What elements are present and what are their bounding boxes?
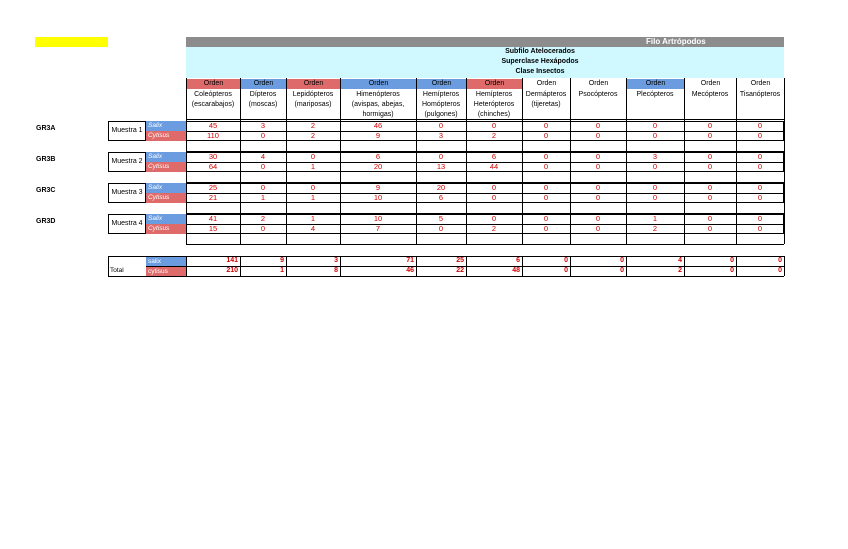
total-salix-value[interactable]: 3 [334,257,338,264]
cytisus-value[interactable]: 3 [438,131,444,140]
order-common-name: (mariposas) [294,101,332,108]
cytisus-value[interactable]: 1 [310,162,316,171]
cytisus-value[interactable]: 0 [260,131,266,140]
salix-value[interactable]: 4 [260,152,266,161]
order-label: Orden [287,79,340,89]
salix-value[interactable]: 0 [595,183,601,192]
salix-value[interactable]: 0 [757,152,763,161]
salix-value[interactable]: 0 [757,183,763,192]
salix-value[interactable]: 0 [310,152,316,161]
salix-value[interactable]: 0 [438,152,444,161]
sample-label: Muestra 4 [108,214,146,234]
phylum-header [186,37,784,47]
salix-value[interactable]: 3 [652,152,658,161]
order-label: Orden [627,79,684,89]
order-common-name: (avispas, abejas, hormigas) [351,101,405,118]
order-name: Himenópteros [356,91,400,98]
salix-value[interactable]: 0 [757,121,763,130]
total-cytisus-value[interactable]: 210 [226,267,238,274]
order-name: Lepidópteros [292,91,334,98]
salix-value[interactable]: 0 [652,183,658,192]
salix-value[interactable]: 6 [375,152,381,161]
spacer-line [186,244,784,245]
total-salix-value[interactable]: 25 [456,257,464,264]
salix-value[interactable]: 0 [310,183,316,192]
cytisus-value[interactable]: 0 [757,162,763,171]
totals-cytisus-tag: cytisus [146,267,186,276]
cytisus-value[interactable]: 0 [707,193,713,202]
group-label: GR3B [36,156,56,163]
class-label: Clase Insectos [515,68,565,75]
superclass-label: Superclase Hexápodos [501,58,579,65]
order-common-name: (pulgones) [424,111,458,118]
cytisus-value[interactable]: 0 [652,193,658,202]
total-salix-value[interactable]: 4 [678,257,682,264]
cytisus-value[interactable]: 44 [489,162,499,171]
subphylum-label: Subfilo Atelocerados [505,48,575,55]
sample-label: Muestra 3 [108,183,146,203]
cytisus-value[interactable]: 1 [260,193,266,202]
cytisus-tag: Cytisus [146,131,186,141]
total-salix-value[interactable]: 0 [620,257,624,264]
salix-tag: Salix [146,214,186,224]
sample-label: Muestra 1 [108,121,146,141]
total-salix-value[interactable]: 141 [226,257,238,264]
cytisus-value[interactable]: 0 [543,224,549,233]
total-cytisus-value[interactable]: 22 [456,267,464,274]
salix-value[interactable]: 3 [260,121,266,130]
salix-value[interactable]: 1 [310,214,316,223]
total-salix-value[interactable]: 71 [406,257,414,264]
salix-value[interactable]: 2 [260,214,266,223]
cytisus-tag: Cytisus [146,162,186,172]
total-cytisus-value[interactable]: 0 [778,267,782,274]
salix-value[interactable]: 0 [707,152,713,161]
cytisus-value[interactable]: 0 [757,193,763,202]
totals-bottom-line [108,276,784,277]
salix-value[interactable]: 20 [436,183,446,192]
salix-value[interactable]: 0 [543,183,549,192]
total-salix-value[interactable]: 9 [280,257,284,264]
cytisus-value[interactable]: 0 [757,224,763,233]
order-label: Orden [588,80,609,87]
totals-column-divider [784,256,785,276]
total-cytisus-value[interactable]: 0 [730,267,734,274]
column-divider [784,78,785,244]
salix-tag: Salix [146,183,186,193]
cytisus-value[interactable]: 64 [208,162,218,171]
total-cytisus-value[interactable]: 2 [678,267,682,274]
order-name: Dermápteros [525,91,567,98]
salix-value[interactable]: 0 [491,121,497,130]
total-cytisus-value[interactable]: 48 [512,267,520,274]
totals-label: Total [110,267,124,274]
cytisus-value[interactable]: 9 [375,131,381,140]
order-common-name: (chinches) [477,111,511,118]
total-salix-value[interactable]: 0 [778,257,782,264]
cytisus-tag: Cytisus [146,224,186,234]
cytisus-value[interactable]: 0 [652,131,658,140]
cytisus-tag: Cytisus [146,193,186,203]
order-common-name: (tijeretas) [531,101,561,108]
order-common-name: (moscas) [248,101,278,108]
salix-value[interactable]: 0 [543,214,549,223]
order-label: Orden [417,79,466,89]
cytisus-value[interactable]: 0 [438,224,444,233]
phylum-label: Filo Artrópodos [646,37,706,46]
salix-value[interactable]: 0 [438,121,444,130]
salix-value[interactable]: 1 [652,214,658,223]
header-bottom-line [186,119,784,120]
salix-value[interactable]: 0 [707,183,713,192]
cytisus-value[interactable]: 110 [207,131,219,140]
group-label: GR3D [36,218,56,225]
salix-value[interactable]: 30 [208,152,218,161]
cytisus-value[interactable]: 0 [543,131,549,140]
order-name: Plecópteros [636,91,674,98]
cytisus-value[interactable]: 0 [757,131,763,140]
cytisus-value[interactable]: 0 [595,131,601,140]
salix-value[interactable]: 0 [595,152,601,161]
total-cytisus-value[interactable]: 8 [334,267,338,274]
totals-salix-tag: salix [146,257,186,266]
yellow-highlight-cell[interactable] [35,37,108,47]
order-label: Orden [536,80,557,87]
cytisus-value[interactable]: 0 [595,193,601,202]
cytisus-value[interactable]: 10 [373,193,383,202]
cytisus-value[interactable]: 0 [707,162,713,171]
salix-value[interactable]: 10 [373,214,383,223]
salix-value[interactable]: 0 [652,121,658,130]
order-name: Hemípteros Heterópteros [473,91,515,108]
salix-value[interactable]: 45 [208,121,218,130]
salix-value[interactable]: 0 [491,214,497,223]
cytisus-value[interactable]: 0 [595,224,601,233]
salix-value[interactable]: 6 [491,152,497,161]
salix-value[interactable]: 0 [595,121,601,130]
salix-tag: Salix [146,152,186,162]
salix-value[interactable]: 5 [438,214,444,223]
order-name: Hemípteros Homópteros [422,91,461,108]
cytisus-value[interactable]: 0 [543,162,549,171]
salix-value[interactable]: 0 [707,121,713,130]
order-label: Orden [341,79,416,89]
salix-tag: Salix [146,121,186,131]
sample-label: Muestra 2 [108,152,146,172]
salix-value[interactable]: 25 [208,183,218,192]
cytisus-value[interactable]: 4 [310,224,316,233]
cytisus-value[interactable]: 2 [491,224,497,233]
cytisus-value[interactable]: 2 [652,224,658,233]
group-label: GR3A [36,125,56,132]
order-label: Orden [241,79,286,89]
cytisus-value[interactable]: 6 [438,193,444,202]
salix-value[interactable]: 46 [373,121,383,130]
cytisus-value[interactable]: 0 [595,162,601,171]
salix-value[interactable]: 0 [491,183,497,192]
total-cytisus-value[interactable]: 1 [280,267,284,274]
salix-value[interactable]: 2 [310,121,316,130]
cytisus-value[interactable]: 0 [707,224,713,233]
total-salix-value[interactable]: 0 [730,257,734,264]
totals-left-line [108,256,109,276]
cytisus-value[interactable]: 2 [310,131,316,140]
total-cytisus-value[interactable]: 0 [620,267,624,274]
total-cytisus-value[interactable]: 0 [564,267,568,274]
salix-value[interactable]: 0 [757,214,763,223]
order-name: Tisanópteros [739,91,781,98]
cytisus-value[interactable]: 13 [436,162,446,171]
order-label: Orden [700,80,721,87]
order-label: Orden [750,80,771,87]
salix-value[interactable]: 0 [595,214,601,223]
total-salix-value[interactable]: 6 [516,257,520,264]
cytisus-value[interactable]: 0 [707,131,713,140]
cytisus-value[interactable]: 7 [375,224,381,233]
salix-value[interactable]: 0 [543,152,549,161]
cytisus-value[interactable]: 1 [310,193,316,202]
salix-value[interactable]: 9 [375,183,381,192]
total-cytisus-value[interactable]: 46 [406,267,414,274]
order-common-name: (escarabajos) [191,101,235,108]
cytisus-value[interactable]: 20 [373,162,383,171]
order-name: Dípteros [249,91,277,98]
order-name: Mecópteros [691,91,729,98]
cytisus-value[interactable]: 21 [208,193,218,202]
cytisus-value[interactable]: 2 [491,131,497,140]
cytisus-value[interactable]: 0 [260,162,266,171]
salix-value[interactable]: 0 [707,214,713,223]
total-salix-value[interactable]: 0 [564,257,568,264]
group-label: GR3C [36,187,56,194]
cytisus-value[interactable]: 0 [491,193,497,202]
order-label: Orden [467,79,522,89]
salix-value[interactable]: 0 [543,121,549,130]
cytisus-value[interactable]: 0 [652,162,658,171]
cytisus-value[interactable]: 15 [208,224,218,233]
salix-value[interactable]: 41 [208,214,218,223]
order-name: Psocópteros [578,91,618,98]
salix-value[interactable]: 0 [260,183,266,192]
order-label: Orden [187,79,240,89]
taxonomy-header [186,47,784,78]
order-name: Coleópteros [194,91,232,98]
cytisus-value[interactable]: 0 [543,193,549,202]
cytisus-value[interactable]: 0 [260,224,266,233]
